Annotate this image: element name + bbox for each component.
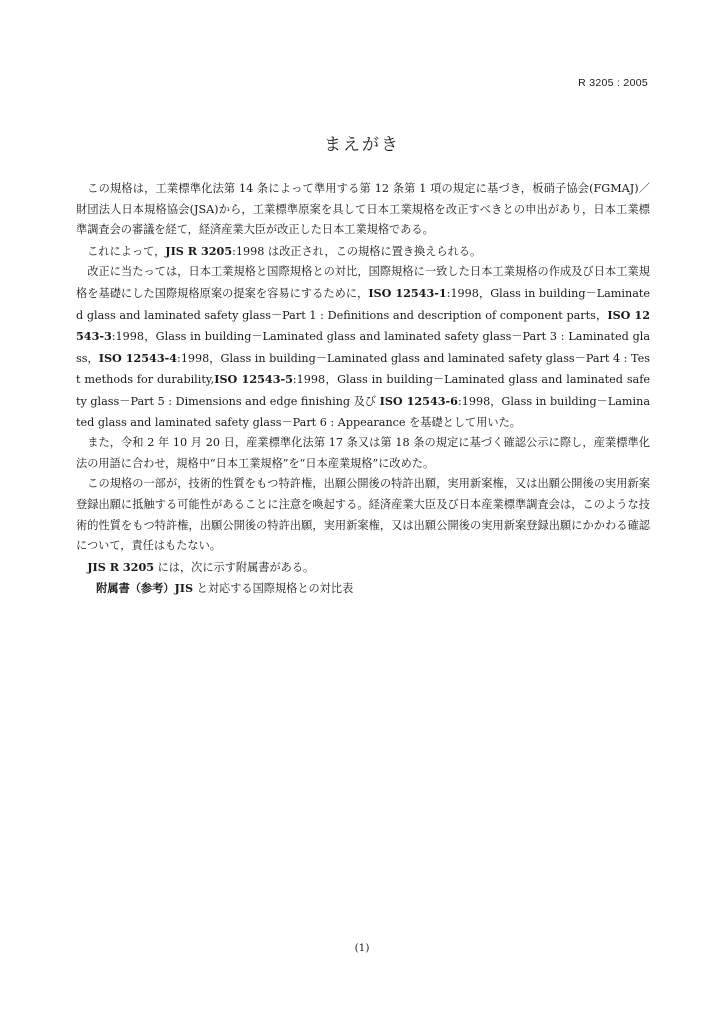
annex-title: と対応する国際規格との対比表 <box>193 582 354 596</box>
foreword-body <box>76 179 650 600</box>
paragraph-patent-notice: この規格の一部が，技術的性質をもつ特許権，出願公開後の特許出願，実用新案権，又は出願公開後の実用新案登録出願に抵触する可能性があることに注意を喚起する。経済産業大臣及び日本産業標準調査会は，このような技術的性質をもつ特許権，出願公開後の特許出願，実用新案権，又は出願公開後の実用新案登録出願にかかわる確認について，責任はもたない。 <box>76 477 650 553</box>
page-title: まえがき <box>324 135 400 155</box>
iso-reference-1: ISO 12543-1 <box>368 285 447 300</box>
paragraph-replacement <box>76 241 650 263</box>
iso-reference-5: ISO 12543-5 <box>214 372 293 387</box>
annex-list-item <box>76 578 650 600</box>
jis-reference: JIS R 3205 <box>165 243 233 258</box>
iso-basis-lead: 改正に当たっては，日本工業規格と国際規格との対比，国際規格に一致した日本工業規格の作成及び日本工業規格を基礎にした国際規格原案の提案を容易にするために， <box>76 265 650 300</box>
annex-label: 附属書（参考）JIS <box>96 581 194 596</box>
iso-reference-3: ISO 12543-3 <box>76 307 650 344</box>
iso-reference-6: ISO 12543-6 <box>379 393 458 408</box>
iso-title-4: :1998，Glass in building－Laminated glass and laminated safety glass－Part 4 : Test methods for durability, <box>76 351 650 387</box>
paragraph-replacement-tail: :1998 は改正され，この規格に置き換えられる。 <box>232 244 482 258</box>
iso-title-1: :1998，Glass in building－Laminated glass and laminated safety glass－Part 1 : Definitions and description of component parts， <box>76 286 650 322</box>
page-number: (1) <box>354 942 370 954</box>
paragraph-enactment: この規格は，工業標準化法第 14 条によって準用する第 12 条第 1 項の規定に基づき，板硝子協会(FGMAJ)／財団法人日本規格協会(JSA)から，工業標準原案を具して日本工業規格を改正すべきとの申出があり，日本工業標準調査会の審議を経て，経済産業大臣が改正した日本工業規格である。 <box>76 182 650 237</box>
iso-reference-4: ISO 12543-4 <box>98 350 178 365</box>
paragraph-iso-basis <box>76 262 650 433</box>
iso-title-6: :1998，Glass in building－Laminated glass and laminated safety glass－Part 6 : Appearance を基礎として用いた。 <box>76 394 650 429</box>
jis-reference: JIS R 3205 <box>87 559 155 574</box>
iso-title-5: :1998，Glass in building－Laminated glass and laminated safety glass－Part 5 : Dimensions and edge finishing 及び <box>76 373 650 408</box>
paragraph-terminology: また，令和 2 年 10 月 20 日，産業標準化法第 17 条又は第 18 条の規定に基づく確認公示に際し，産業標準化法の用語に合わせ，規格中“日本工業規格”を“日本産業規格”に改めた。 <box>76 436 650 470</box>
paragraph-replacement-lead: これによって， <box>87 244 166 258</box>
iso-title-3: :1998，Glass in building－Laminated glass and laminated safety glass－Part 3 : Laminated glass， <box>76 330 650 365</box>
annex-intro-text: には，次に示す附属書がある。 <box>154 560 315 574</box>
paragraph-annex-intro <box>76 557 650 579</box>
document-code: R 3205 : 2005 <box>578 77 648 89</box>
